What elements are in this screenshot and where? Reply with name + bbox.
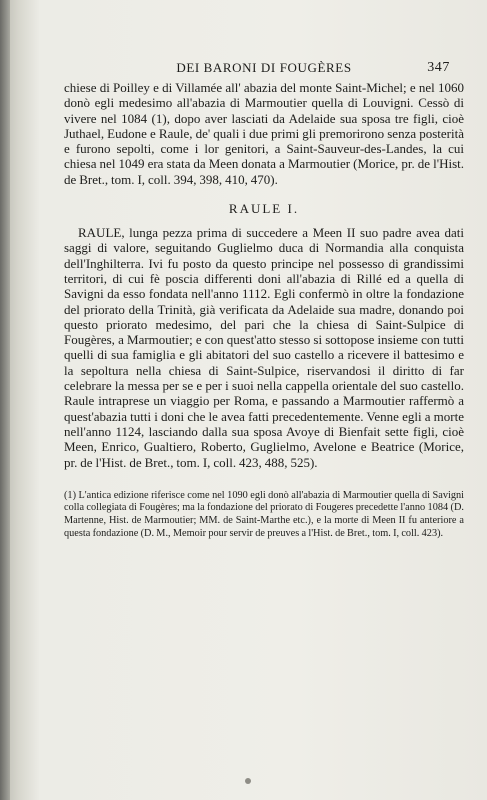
running-head-title: DEI BARONI DI FOUGÈRES [176, 60, 352, 75]
page-number: 347 [427, 60, 450, 75]
binding-hole [245, 778, 251, 784]
section-heading: RAULE I. [228, 201, 300, 217]
footnote: (1) L'antica edizione riferisce come nel 1090 egli donò all'abazia di Marmoutier quella di Savigni colla collegiata di Fougères; ma la fondazione del priorato di Fougeres precedette l'anno 1084 (D. Martenne, Hist. de Marmoutier; MM. de Saint-Marthe etc.), e la morte di Meen II fu anteriore a questa fondazione (D. M., Memoir pour servir de preuves a l'Hist. de Bret., tom. I, coll. 423). [64, 489, 464, 539]
paragraph-continued: chiese di Poilley e di Villamée all' abazia del monte Saint-Michel; e nel 1060 donò egli medesimo all'abazia di Marmoutier quella di Louvigni. Cessò di vivere nel 1084 (1), dopo aver lasciati da Adelaide sua sposa tre figli, cioè Juthael, Eudone e Raule, de' quali i due primi gli premorirono senza posterità e furono sepolti, come i lor genitori, a Saint-Sauveur-des-Landes, la cui chiesa nel 1049 era stata da Meen donata a Marmoutier (Morice, pr. de l'Hist. de Bret., tom. I, coll. 394, 398, 410, 470). [64, 80, 464, 187]
binding-shadow [0, 0, 10, 800]
paragraph-raule: RAULE, lunga pezza prima di succedere a Meen II suo padre avea dati saggi di valore, seguitando Guglielmo duca di Normandia alla conquista dell'Inghilterra. Ivi fu posto da questo principe nel possesso di grandissimi territori, di cui fè poscia differenti doni all'abazia di Rillé ed a quella di Savigni da esso fondata nell'anno 1112. Egli confermò in oltre la fondazione del priorato della Trinità, già verificata da Adelaide sua madre, donando poi questo priorato medesimo, del pari che la chiesa di Saint-Sulpice di Fougères, a Marmoutier; e con quest'atto stesso si sottopose insieme con tutti quelli di sua famiglia e gli abitatori del suo castello a ricevere il battesimo e la sepoltura nella chiesa di Saint-Sulpice, riservandosi il diritto di far celebrare la messa per se e per i suoi nella cappella orientale del suo castello. Raule intraprese un viaggio per Roma, e passando a Marmoutier raffermò a quest'abazia tutti i doni che le avea fatti precedentemente. Venne egli a morte nell'anno 1124, lasciando dalla sua sposa Avoye di Bienfait sette figli, cioè Meen, Enrico, Gualtiero, Roberto, Guglielmo, Avelone e Beatrice (Morice, pr. de l'Hist. de Bret., tom. I, coll. 423, 488, 525). [64, 225, 464, 470]
book-page [64, 58, 464, 551]
running-head [64, 58, 464, 78]
